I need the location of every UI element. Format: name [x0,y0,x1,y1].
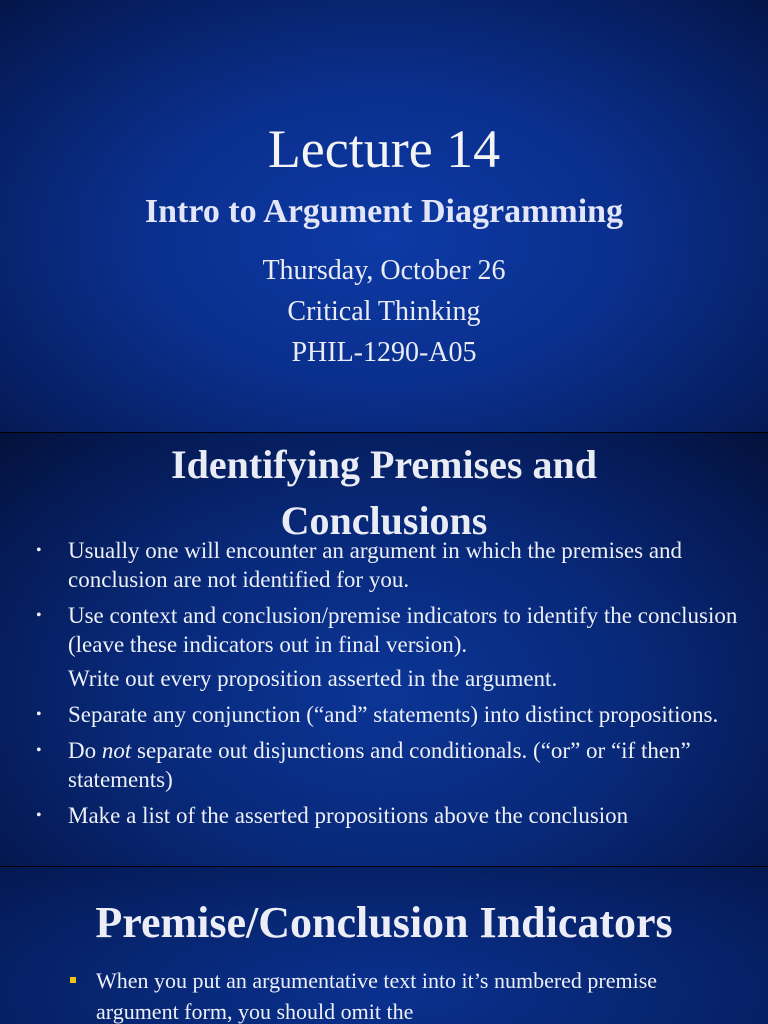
list-item [40,965,740,1024]
bullet-list [40,965,740,1024]
lecture-date: Thursday, October 26 [262,255,506,286]
list-item [36,801,746,830]
title-slide [0,0,768,432]
slide-title-line2: Conclusions [280,498,488,543]
slide-title-line1: Identifying Premises and [171,442,597,487]
bullet-icon: • [36,607,42,624]
list-item [36,700,746,729]
slide-title: Premise/Conclusion Indicators [95,898,673,947]
course-code: PHIL-1290-A05 [291,337,477,368]
list-item-text-end: separate out disjunctions and conditionals. (“or” or “if then” statements) [68,738,691,792]
list-item-text: Write out every proposition asserted in the argument. [68,666,558,691]
indicators-slide [0,867,768,1024]
list-item [36,736,746,794]
list-item-text: Separate any conjunction (“and” statements) into distinct propositions. [68,702,719,727]
lecture-title: Lecture 14 [267,119,501,179]
bullet-icon: • [36,706,42,723]
course-name: Critical Thinking [287,296,481,327]
bullet-icon: • [36,742,42,759]
list-item-text: Make a list of the asserted propositions above the conclusion [68,803,629,828]
square-bullet-icon [70,977,76,983]
bullet-list [36,536,746,837]
list-item-text: When you put an argumentative text into it’s numbered premise argument form, you should omit the [96,968,658,1024]
lecture-subtitle: Intro to Argument Diagramming [144,193,624,230]
emphasis-text: not [101,738,132,763]
slide-title [0,437,768,549]
list-item-text-start: Do [68,738,102,763]
list-item-text: Use context and conclusion/premise indicators to identify the conclusion (leave these indicators out in final version). [68,603,738,657]
list-item [36,601,746,659]
list-item [36,536,746,594]
bullet-icon: • [36,542,42,559]
lecture-info [0,250,768,373]
bullet-icon: • [36,807,42,824]
premises-slide [0,433,768,866]
list-item [36,664,746,693]
list-item-text: Usually one will encounter an argument in which the premises and conclusion are not identified for you. [68,538,683,592]
